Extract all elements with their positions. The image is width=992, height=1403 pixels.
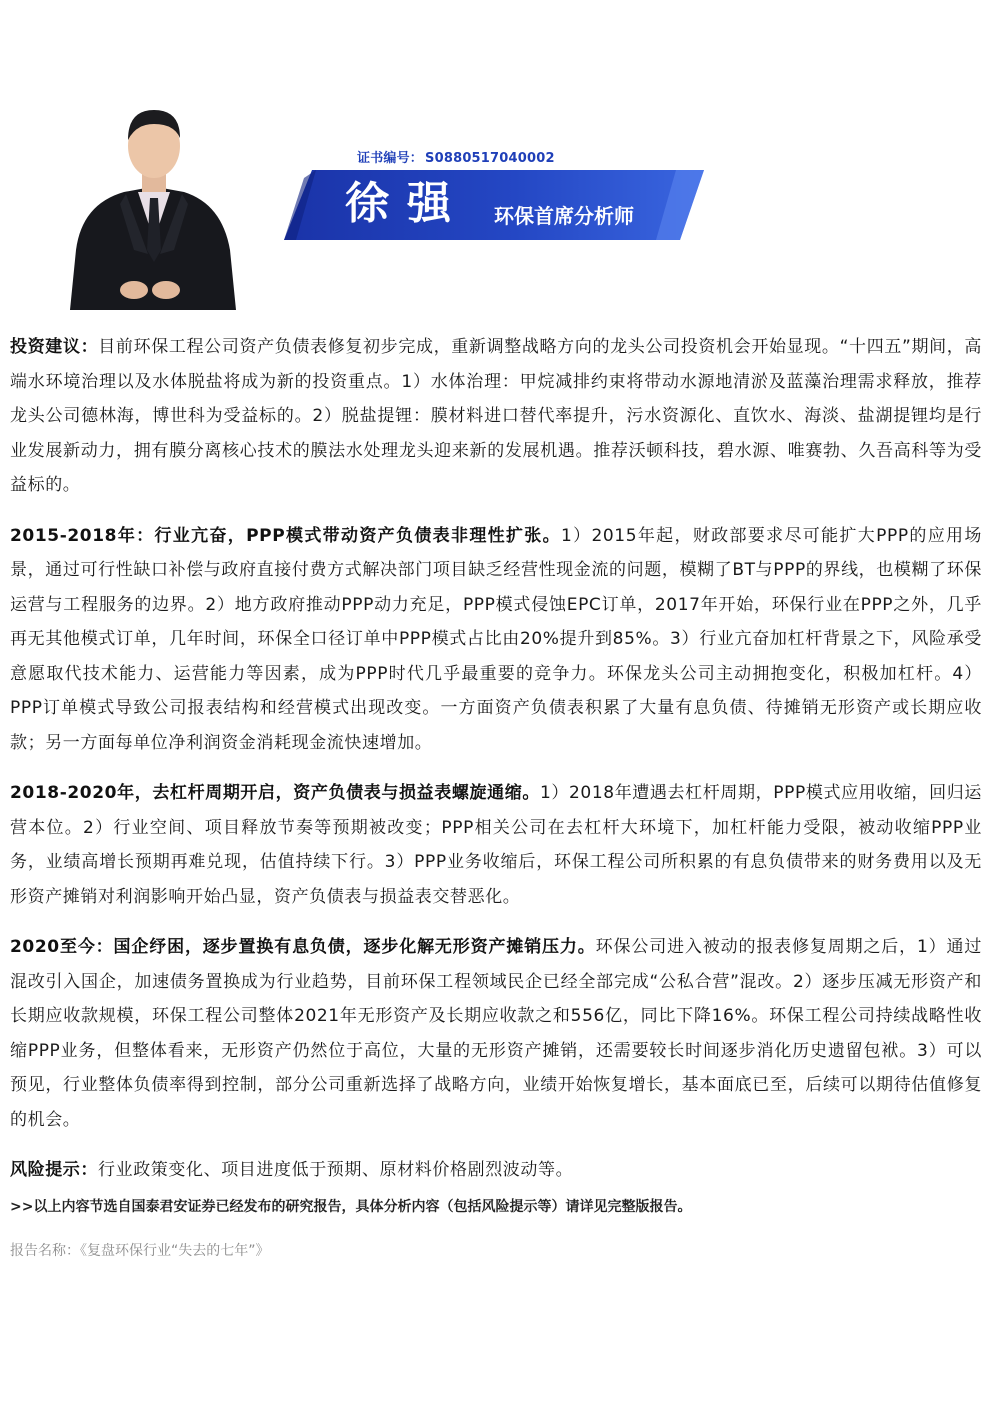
period-2015-2018-paragraph	[10, 519, 982, 761]
investment-advice-paragraph	[10, 330, 982, 503]
analyst-header	[0, 0, 992, 320]
source-note: >>以上内容节选自国泰君安证券已经发布的研究报告，具体分析内容（包括风险提示等）请详见完整版报告。	[10, 1198, 692, 1215]
paragraph-text: 环保公司进入被动的报表修复周期之后，1）通过混改引入国企，加速债务置换成为行业趋势，目前环保工程领域民企已经全部完成“公私合营”混改。2）逐步压减无形资产和长期应收款规模，环保工程公司整体2021年无形资产及长期应收款之和556亿，同比下降16%。环保工程公司持续战略性收缩PPP业务，但整体看来，无形资产仍然位于高位，大量的无形资产摊销，还需要较长时间逐步消化历史遗留包袱。3）可以预见，行业整体负债率得到控制，部分公司重新选择了战略方向，业绩开始恢复增长，基本面底已至，后续可以期待估值修复的机会。	[10, 937, 982, 1130]
certificate-line	[357, 147, 555, 166]
report-summary	[10, 330, 982, 1262]
certificate-number: S0880517040002	[425, 151, 555, 166]
paragraph-heading: 风险提示：	[10, 1160, 98, 1180]
analyst-name: 徐强	[345, 178, 469, 229]
paragraph-text: 1）2018年遭遇去杠杆周期，PPP模式应用收缩，回归运营本位。2）行业空间、项目释放节奏等预期被改变；PPP相关公司在去杠杆大环境下，加杠杆能力受限，被动收缩PPP业务，业绩高增长预期再难兑现，估值持续下行。3）PPP业务收缩后，环保工程公司所积累的有息负债带来的财务费用以及无形资产摊销对利润影响开始凸显，资产负债表与损益表交替恶化。	[10, 783, 982, 907]
certificate-label: 证书编号：	[357, 151, 424, 166]
paragraph-heading: 2015-2018年：行业亢奋，PPP模式带动资产负债表非理性扩张。	[10, 525, 561, 546]
analyst-photo	[62, 100, 240, 310]
paragraph-heading: 投资建议：	[10, 337, 99, 357]
period-2020-now-paragraph	[10, 930, 982, 1137]
paragraph-heading: 2020至今：国企纾困，逐步置换有息负债，逐步化解无形资产摊销压力。	[10, 937, 596, 957]
risk-warning-paragraph	[10, 1153, 982, 1188]
paragraph-text: 1）2015年起，财政部要求尽可能扩大PPP的应用场景，通过可行性缺口补偿与政府直接付费方式解决部门项目缺乏经营性现金流的问题，模糊了BT与PPP的界线，也模糊了环保运营与工程服务的边界。2）地方政府推动PPP动力充足，PPP模式侵蚀EPC订单，2017年开始，环保行业在PPP之外，几乎再无其他模式订单，几年时间，环保全口径订单中PPP模式占比由20%提升到85%。3）行业亢奋加杠杆背景之下，风险承受意愿取代技术能力、运营能力等因素，成为PPP时代几乎最重要的竞争力。环保龙头公司主动拥抱变化，积极加杠杆。4）PPP订单模式导致公司报表结构和经营模式出现改变。一方面资产负债表积累了大量有息负债、待摊销无形资产或长期应收款；另一方面每单位净利润资金消耗现金流快速增加。	[10, 525, 982, 753]
paragraph-heading: 2018-2020年，去杠杆周期开启，资产负债表与损益表螺旋通缩。	[10, 783, 540, 803]
report-name: 报告名称：《复盘环保行业“失去的七年”》	[10, 1242, 270, 1259]
paragraph-text: 行业政策变化、项目进度低于预期、原材料价格剧烈波动等。	[98, 1160, 574, 1180]
analyst-title: 环保首席分析师	[494, 204, 634, 228]
period-2018-2020-paragraph	[10, 776, 982, 914]
paragraph-text: 目前环保工程公司资产负债表修复初步完成，重新调整战略方向的龙头公司投资机会开始显现。“十四五”期间，高端水环境治理以及水体脱盐将成为新的投资重点。1）水体治理：甲烷减排约束将带动水源地清淤及蓝藻治理需求释放，推荐龙头公司德林海，博世科为受益标的。2）脱盐提锂：膜材料进口替代率提升，污水资源化、直饮水、海淡、盐湖提锂均是行业发展新动力，拥有膜分离核心技术的膜法水处理龙头迎来新的发展机遇。推荐沃顿科技，碧水源、唯赛勃、久吾高科等为受益标的。	[10, 337, 983, 495]
